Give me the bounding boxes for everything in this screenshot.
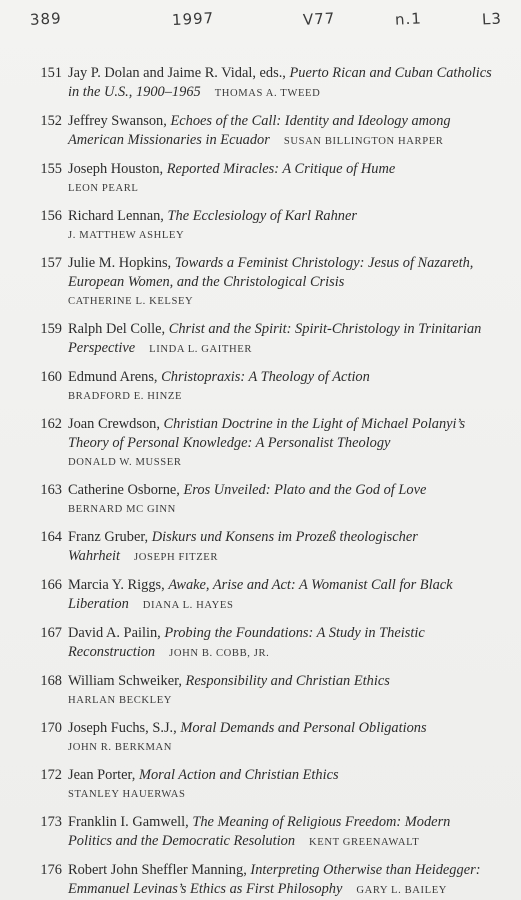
page-number: 164: [40, 529, 62, 545]
book-title: Diskurs und Konsens im Prozeß theologischer Wahrheit: [68, 529, 418, 564]
book-author: Franz Gruber,: [68, 529, 149, 545]
review-entry: [26, 320, 496, 359]
page-number: 163: [40, 482, 62, 498]
reviewer-name: HARLAN BECKLEY: [68, 695, 173, 706]
page-number: 166: [40, 577, 62, 593]
reviewer-name: JOSEPH FITZER: [133, 552, 219, 563]
review-entry: [26, 415, 496, 472]
handwritten-note: L3: [481, 9, 503, 29]
page-number: 159: [40, 321, 62, 337]
book-title: Awake, Arise and Act: A Womanist Call for Black Liberation: [68, 577, 453, 612]
book-author: Edmund Arens,: [68, 369, 158, 385]
book-title: Towards a Feminist Christology: Jesus of Nazareth, European Women, and the Christological Crisis: [68, 255, 474, 290]
book-author: Joseph Houston,: [68, 161, 164, 177]
review-list: [26, 64, 496, 900]
reviewer-name: DONALD W. MUSSER: [68, 457, 182, 468]
review-entry: [26, 112, 496, 151]
book-title: Reported Miracles: A Critique of Hume: [166, 161, 396, 177]
reviewer-name: THOMAS A. TWEED: [214, 88, 321, 99]
book-author: Jay P. Dolan and Jaime R. Vidal, eds.,: [68, 65, 286, 81]
review-entry: [26, 64, 496, 103]
book-title: Responsibility and Christian Ethics: [185, 673, 390, 689]
book-author: Jean Porter,: [68, 767, 136, 783]
reviewer-name: BRADFORD E. HINZE: [68, 391, 183, 402]
review-entry: [26, 528, 496, 567]
page-number: 156: [40, 208, 62, 224]
review-entry: [26, 368, 496, 406]
reviewer-name: CATHERINE L. KELSEY: [68, 296, 194, 307]
reviewer-name: J. MATTHEW ASHLEY: [68, 230, 185, 241]
book-title: The Meaning of Religious Freedom: Modern Politics and the Democratic Resolution: [68, 814, 451, 849]
book-title: Echoes of the Call: Identity and Ideology among American Missionaries in Ecuador: [68, 113, 451, 148]
page-number: 173: [40, 814, 62, 830]
reviewer-name: JOHN B. COBB, JR.: [169, 648, 270, 659]
page-number: 157: [40, 255, 62, 271]
book-title: Moral Demands and Personal Obligations: [180, 720, 427, 736]
page-number: 168: [40, 673, 62, 689]
book-title: Moral Action and Christian Ethics: [138, 767, 339, 783]
handwritten-note: 1997: [171, 8, 215, 30]
book-title: Christian Doctrine in the Light of Michael Polanyi’s Theory of Personal Knowledge: A Personalist Theology: [68, 416, 466, 451]
book-author: Richard Lennan,: [68, 208, 164, 224]
book-title: Interpreting Otherwise than Heidegger: Emmanuel Levinas’s Ethics as First Philosophy: [68, 862, 481, 897]
review-entry: [26, 861, 496, 900]
page-number: 151: [40, 65, 62, 81]
review-entry: [26, 207, 496, 245]
review-entry: [26, 719, 496, 757]
book-author: David A. Pailin,: [68, 625, 161, 641]
review-entry: [26, 481, 496, 519]
book-title: Christopraxis: A Theology of Action: [161, 369, 370, 385]
review-entry: [26, 672, 496, 710]
book-author: Joan Crewdson,: [68, 416, 160, 432]
page-number: 170: [40, 720, 62, 736]
reviewer-name: SUSAN BILLINGTON HARPER: [283, 136, 444, 147]
book-author: Franklin I. Gamwell,: [68, 814, 189, 830]
review-entry: [26, 813, 496, 852]
book-title: The Ecclesiology of Karl Rahner: [167, 208, 357, 224]
reviewer-name: LEON PEARL: [68, 183, 139, 194]
book-author: Ralph Del Colle,: [68, 321, 166, 337]
book-author: Julie M. Hopkins,: [68, 255, 172, 271]
reviewer-name: DIANA L. HAYES: [142, 600, 234, 611]
book-author: Robert John Sheffler Manning,: [68, 862, 247, 878]
review-entry: [26, 160, 496, 198]
page-number: 172: [40, 767, 62, 783]
book-author: William Schweiker,: [68, 673, 182, 689]
page-number: 152: [40, 113, 62, 129]
book-author: Joseph Fuchs, S.J.,: [68, 720, 177, 736]
book-author: Catherine Osborne,: [68, 482, 180, 498]
reviewer-name: BERNARD MC GINN: [68, 504, 176, 515]
review-entry: [26, 624, 496, 663]
book-title: Puerto Rican and Cuban Catholics in the U.S., 1900–1965: [68, 65, 492, 100]
handwritten-note: V77: [302, 9, 336, 29]
reviewer-name: KENT GREENAWALT: [309, 837, 420, 848]
page-number: 162: [40, 416, 62, 432]
book-title: Christ and the Spirit: Spirit-Christology in Trinitarian Perspective: [68, 321, 482, 356]
page-number: 176: [40, 862, 62, 878]
reviewer-name: JOHN R. BERKMAN: [68, 742, 173, 753]
book-author: Jeffrey Swanson,: [68, 113, 167, 129]
reviewer-name: STANLEY HAUERWAS: [68, 789, 186, 800]
reviewer-name: LINDA L. GAITHER: [149, 344, 252, 355]
page-number: 155: [40, 161, 62, 177]
handwritten-note: n.1: [394, 9, 423, 29]
review-entry: [26, 766, 496, 804]
page-number: 160: [40, 369, 62, 385]
book-author: Marcia Y. Riggs,: [68, 577, 165, 593]
page-number: 167: [40, 625, 62, 641]
review-entry: [26, 254, 496, 311]
review-entry: [26, 576, 496, 615]
handwritten-note: 389: [29, 9, 63, 29]
book-title: Eros Unveiled: Plato and the God of Love: [183, 482, 427, 498]
reviewer-name: GARY L. BAILEY: [356, 885, 448, 896]
book-title: Probing the Foundations: A Study in Theistic Reconstruction: [68, 625, 425, 660]
